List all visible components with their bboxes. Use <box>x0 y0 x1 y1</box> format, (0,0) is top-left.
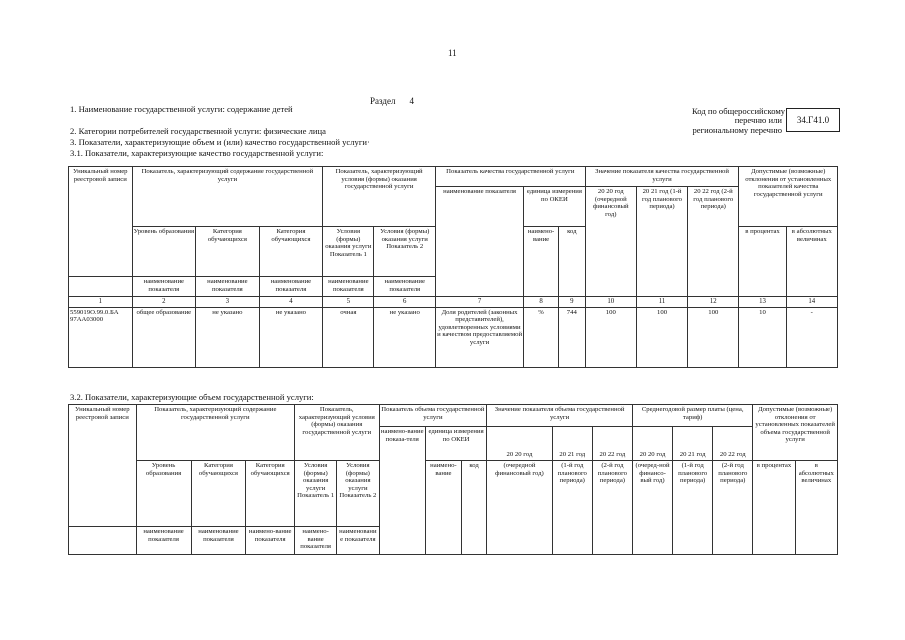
table-row <box>69 307 838 367</box>
section-heading <box>370 96 414 106</box>
t1-row-v13: 10 <box>739 307 786 367</box>
t1-row-v7: Доля родителей (законных представителей), удовлетворенных условиями и качеством предоставляемой услуги <box>435 307 523 367</box>
t1-pname-6: наименование показателя <box>374 277 436 297</box>
t1-row-reg: 559019О.99.0.БА 97АА03000 <box>69 307 133 367</box>
section-number: 4 <box>409 96 414 106</box>
t2-unit: единица измерения по ОКЕИ <box>425 427 486 461</box>
t1-num-1: 1 <box>69 297 133 308</box>
t2-h-dev: Допустимые (возможные) отклонения от установленных показателей объема государственной услуги <box>753 405 838 461</box>
t2-h-value: Значение показателя объема государственной услуги <box>487 405 633 427</box>
t2-ucode: код <box>461 461 486 555</box>
t2-pct: в процентах <box>753 461 795 555</box>
t1-year1: 20 20 год (очередной финансовый год) <box>585 187 636 297</box>
page-number: 11 <box>448 48 457 58</box>
t1-row-v9: 744 <box>558 307 585 367</box>
t1-h-content: Показатель, характеризующий содержание государственной услуги <box>132 167 323 227</box>
t1-ucode: код <box>558 227 585 297</box>
t1-c3: Категория обучающихся <box>259 227 323 277</box>
t1-c2: Категория обучающихся <box>196 227 260 277</box>
t1-c1: Уровень образования <box>132 227 196 277</box>
t1-row-v2: общее образование <box>132 307 196 367</box>
t1-num-4: 4 <box>259 297 323 308</box>
t2-h-price: Среднегодовой размер платы (цена, тариф) <box>632 405 752 427</box>
t1-unit: единица измерения по ОКЕИ <box>524 187 586 227</box>
code-label-2: перечню или <box>734 115 782 125</box>
t2-pname-4: наимено-вание показателя <box>246 527 295 555</box>
t1-num-11: 11 <box>636 297 687 308</box>
t1-num-12: 12 <box>688 297 739 308</box>
t1-row-v10: 100 <box>585 307 636 367</box>
t2-yb: 20 21 год <box>552 427 592 461</box>
t2-c1: Уровень образования <box>136 461 191 527</box>
t2-yc: 20 22 год <box>592 427 632 461</box>
t1-num-13: 13 <box>739 297 786 308</box>
t2-c2: Категория обучающихся <box>191 461 246 527</box>
t2-pb2: (1-й год планового периода) <box>673 461 713 555</box>
t1-pname-2: наименование показателя <box>132 277 196 297</box>
t2-pname-5: наимено-вание показателя <box>295 527 337 555</box>
t2-pa2: (очеред-ной финансо-вый год) <box>632 461 672 555</box>
t1-num-10: 10 <box>585 297 636 308</box>
section-label: Раздел <box>370 96 396 106</box>
t1-pname-4: наименование показателя <box>259 277 323 297</box>
code-label-1: Код по общероссийскому <box>692 106 786 116</box>
t2-h-volume: Показатель объема государственной услуги <box>379 405 487 427</box>
t1-pct: в процентах <box>739 227 786 297</box>
indicators-line: 3. Показатели, характеризующие объем и (или) качество государственной услуги· <box>70 137 370 147</box>
t2-yc2: (2-й год планового периода) <box>592 461 632 555</box>
t2-pb: 20 21 год <box>673 427 713 461</box>
t1-num-3: 3 <box>196 297 260 308</box>
t2-pc: 20 22 год <box>713 427 753 461</box>
t1-row-v3: не указано <box>196 307 260 367</box>
code-value-box: 34.Г41.0 <box>786 108 840 132</box>
t1-num-7: 7 <box>435 297 523 308</box>
t2-pname-3: наименование показателя <box>191 527 246 555</box>
t1-h-quality: Показатель качества государственной услуги <box>435 167 585 187</box>
t1-h-value: Значение показателя качества государственной услуги <box>585 167 739 187</box>
quality-indicators-line: 3.1. Показатели, характеризующие качество государственной услуги: <box>70 148 324 158</box>
t1-row-v8: % <box>524 307 559 367</box>
t1-pname-3: наименование показателя <box>196 277 260 297</box>
t2-vname: наимено-вание показа-теля <box>379 427 425 555</box>
volume-table <box>68 404 838 555</box>
t1-num-6: 6 <box>374 297 436 308</box>
t1-year2: 20 21 год (1-й год планового периода) <box>636 187 687 297</box>
t1-abs: в абсолютных величинах <box>786 227 837 297</box>
t2-empty <box>69 527 137 555</box>
t1-row-v6: не указано <box>374 307 436 367</box>
quality-table <box>68 166 838 368</box>
t2-h-content: Показатель, характеризующий содержание государственной услуги <box>136 405 294 461</box>
t1-year3: 20 22 год (2-й год планового периода) <box>688 187 739 297</box>
t1-num-14: 14 <box>786 297 837 308</box>
t1-uname: наимено-вание <box>524 227 559 297</box>
t2-h-cond: Показатель, характеризующий условия (формы) оказания государственной услуги <box>295 405 379 461</box>
t1-num-2: 2 <box>132 297 196 308</box>
t1-h-dev: Допустимые (возможные) отклонения от установленных показателей качества государственной услуги <box>739 167 838 227</box>
t1-h-cond: Показатель, характеризующий условия (формы) оказания государственной услуги <box>323 167 436 227</box>
t2-c3: Категория обучающихся <box>246 461 295 527</box>
t1-qname: наименование показателя <box>435 187 523 297</box>
t2-ya2: (очередной финансовый год) <box>487 461 552 555</box>
t2-yb2: (1-й год планового периода) <box>552 461 592 555</box>
t1-pname-5: наименование показателя <box>323 277 374 297</box>
code-label-3: региональному перечню <box>692 125 782 135</box>
t1-row-v5: очная <box>323 307 374 367</box>
t1-num-8: 8 <box>524 297 559 308</box>
t2-pc2: (2-й год планового периода) <box>713 461 753 555</box>
t2-c5: Условия (формы) оказания услуги Показатель 2 <box>337 461 379 527</box>
t1-num-5: 5 <box>323 297 374 308</box>
t1-row-v11: 100 <box>636 307 687 367</box>
t1-h-reg: Уникальный номер реестровой записи <box>69 167 133 277</box>
t2-ya: 20 20 год <box>487 427 552 461</box>
t2-c4: Условия (формы) оказания услуги Показатель 1 <box>295 461 337 527</box>
t2-h-reg: Уникальный номер реестровой записи <box>69 405 137 527</box>
t2-pname-6: наименование показателя <box>337 527 379 555</box>
t2-uname: наимено-вание <box>425 461 461 555</box>
t1-row-v4: не указано <box>259 307 323 367</box>
volume-indicators-line: 3.2. Показатели, характеризующие объем государственной услуги: <box>70 392 314 402</box>
t2-abs: в абсолютных величинах <box>795 461 837 555</box>
service-name-line: 1. Наименование государственной услуги: содержание детей <box>70 104 293 114</box>
t1-c5: Условия (формы) оказания услуги Показатель 2 <box>374 227 436 277</box>
t2-pa: 20 20 год <box>632 427 672 461</box>
t1-empty <box>69 277 133 297</box>
t1-c4: Условия (формы) оказания услуги Показатель 1 <box>323 227 374 277</box>
t1-num-9: 9 <box>558 297 585 308</box>
t2-pname-2: наименование показателя <box>136 527 191 555</box>
consumer-category-line: 2. Категории потребителей государственной услуги: физические лица <box>70 126 326 136</box>
t1-row-v12: 100 <box>688 307 739 367</box>
t1-row-v14: - <box>786 307 837 367</box>
